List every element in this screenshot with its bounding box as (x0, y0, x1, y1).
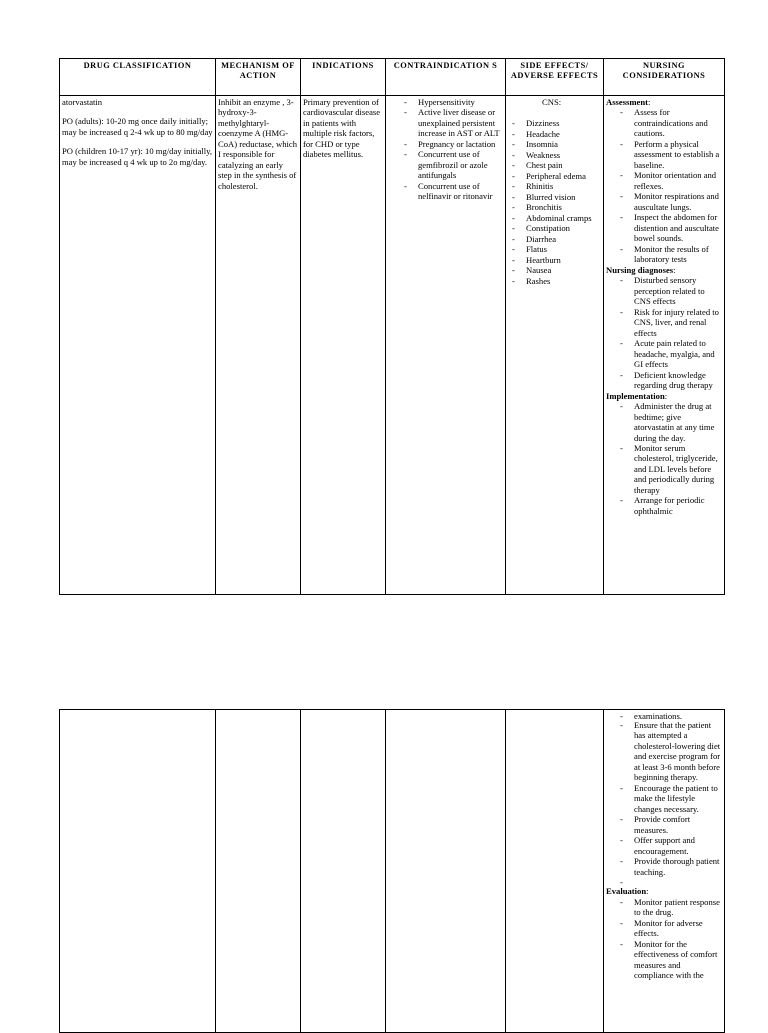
list-item: - Monitor for the effectiveness of comfort measures and compliance with the (606, 939, 722, 981)
list-item: - Monitor for adverse effects. (606, 918, 722, 939)
header-indications: INDICATIONS (301, 59, 386, 96)
implementation-list (606, 401, 722, 516)
list-item: - Chest pain (508, 160, 601, 170)
list-item: - Nausea (508, 265, 601, 275)
evaluation-list (606, 897, 722, 981)
list-item: - Offer support and encouragement. (606, 835, 722, 856)
list-item: - Monitor respirations and auscultate lungs. (606, 191, 722, 212)
list-item: - Perform a physical assessment to establish a baseline. (606, 139, 722, 170)
list-item: - Rashes (508, 276, 601, 286)
list-item: - Pregnancy or lactation (388, 139, 503, 149)
list-item: - Monitor serum cholesterol, triglyceride, and LDL levels before and periodically during therapy (606, 443, 722, 495)
header-side-effects: SIDE EFFECTS/ ADVERSE EFFECTS (506, 59, 604, 96)
drug-classification-cell (60, 96, 216, 595)
side-effects-cell (506, 96, 604, 595)
list-item: - Rhinitis (508, 181, 601, 191)
evaluation-heading: Evaluation: (606, 886, 649, 897)
indications-cell (301, 710, 386, 1033)
list-item: - Risk for injury related to CNS, liver, and renal effects (606, 307, 722, 338)
implementation-heading: Implementation: (606, 390, 668, 401)
header-mechanism-of-action: MECHANISM OF ACTION (216, 59, 301, 96)
list-item: - Assess for contraindications and cautions. (606, 107, 722, 138)
list-item: - Provide comfort measures. (606, 814, 722, 835)
nursing-diagnoses-heading: Nursing diagnoses: (606, 264, 676, 275)
table-header-row (60, 59, 725, 96)
implementation-continued-list (606, 711, 722, 886)
nursing-considerations-cell (604, 710, 725, 1033)
list-item: - Administer the drug at bedtime; give atorvastatin at any time during the day. (606, 401, 722, 443)
list-item: - Disturbed sensory perception related to CNS effects (606, 275, 722, 306)
contraindications-cell (386, 710, 506, 1033)
contraindications-list (388, 97, 503, 202)
side-effects-list (508, 118, 601, 286)
mechanism-text: Inhibit an enzyme , 3-hydroxy-3-methylghtaryl-coenzyme A (HMG-CoA) reductase, which I responsible for catalyzing an early step in the synthesis of cholesterol. (218, 97, 297, 191)
list-item: - Abdominal cramps (508, 213, 601, 223)
drug-classification-cell (60, 710, 216, 1033)
list-item: - Monitor orientation and reflexes. (606, 170, 722, 191)
list-item: - Weakness (508, 150, 601, 160)
table-row (60, 96, 725, 595)
list-item: - Heartburn (508, 255, 601, 265)
list-item: - Inspect the abdomen for distention and auscultate bowel sounds. (606, 212, 722, 243)
adult-dose: PO (adults): 10-20 mg once daily initially; may be increased q 2-4 wk up to 80 mg/day (62, 116, 213, 137)
header-nursing-considerations: NURSING CONSIDERATIONS (604, 59, 725, 96)
indications-cell (301, 96, 386, 595)
side-effects-lead: CNS: (542, 97, 562, 107)
list-item: - examinations. (606, 711, 722, 720)
mechanism-cell (216, 96, 301, 595)
list-item (606, 877, 722, 886)
list-item: - Provide thorough patient teaching. (606, 856, 722, 877)
list-item: - Blurred vision (508, 192, 601, 202)
list-item: - Hypersensitivity (388, 97, 503, 107)
list-item: - Concurrent use of nelfinavir or ritonavir (388, 181, 503, 202)
list-item: - Bronchitis (508, 202, 601, 212)
list-item: - Dizziness (508, 118, 601, 128)
list-item: - Concurrent use of gemfibrozil or azole antifungals (388, 149, 503, 180)
list-item: - Arrange for periodic ophthalmic (606, 495, 722, 516)
list-item: - Active liver disease or unexplained persistent increase in AST or ALT (388, 107, 503, 138)
list-item: - Peripheral edema (508, 171, 601, 181)
nursing-considerations-cell (604, 96, 725, 595)
list-item: - Flatus (508, 244, 601, 254)
nursing-diagnoses-list (606, 275, 722, 390)
list-item: - Monitor the results of laboratory tests (606, 244, 722, 265)
side-effects-cell (506, 710, 604, 1033)
assessment-heading: Assessment: (606, 97, 651, 107)
mechanism-cell (216, 710, 301, 1033)
list-item: - Constipation (508, 223, 601, 233)
drug-study-table-page-1 (59, 58, 725, 595)
drug-study-table-page-2 (59, 709, 725, 1033)
header-contraindications: CONTRAINDICATION S (386, 59, 506, 96)
list-item: - Acute pain related to headache, myalgia, and GI effects (606, 338, 722, 369)
list-item: - Encourage the patient to make the lifestyle changes necessary. (606, 783, 722, 814)
contraindications-cell (386, 96, 506, 595)
assessment-list (606, 107, 722, 264)
list-item: - Diarrhea (508, 234, 601, 244)
list-item: - Monitor patient response to the drug. (606, 897, 722, 918)
table-row (60, 710, 725, 1033)
list-item: - Insomnia (508, 139, 601, 149)
child-dose: PO (children 10-17 yr): 10 mg/day initially, may be increased q 4 wk up to 2o mg/day. (62, 146, 213, 167)
drug-name: atorvastatin (62, 97, 103, 107)
list-item: - Deficient knowledge regarding drug therapy (606, 370, 722, 391)
list-item: - Ensure that the patient has attempted a cholesterol-lowering diet and exercise program for at least 3-6 month before beginning therapy. (606, 720, 722, 783)
header-drug-classification: DRUG CLASSIFICATION (60, 59, 216, 96)
indications-text: Primary prevention of cardiovascular disease in patients with multiple risk factors, for CHD or type diabetes mellitus. (303, 97, 381, 160)
list-item: - Headache (508, 129, 601, 139)
